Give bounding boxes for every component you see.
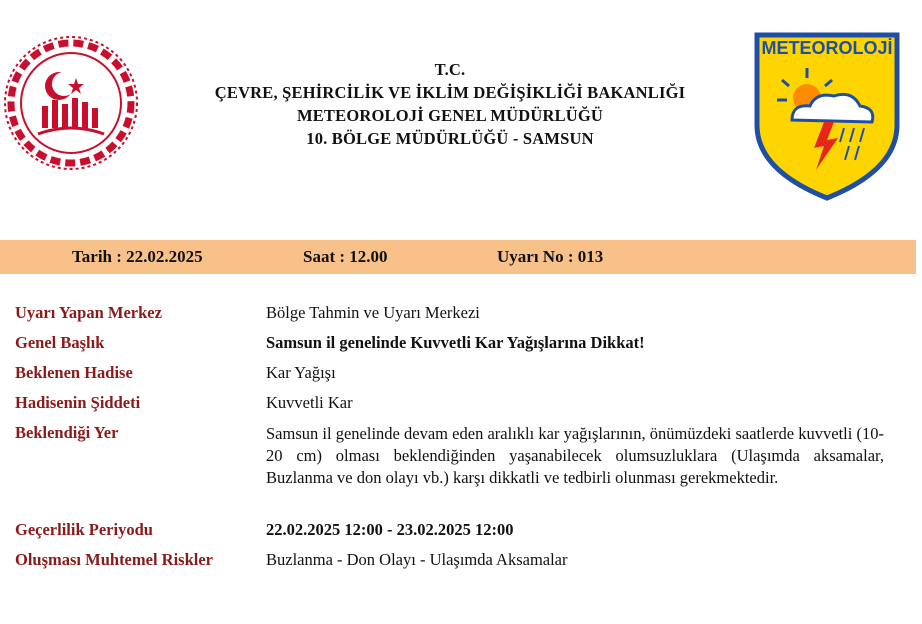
- header-line-directorate: METEOROLOJİ GENEL MÜDÜRLÜĞÜ: [296, 106, 604, 125]
- header-line-tc: T.C.: [434, 60, 466, 79]
- header-line-region: 10. BÖLGE MÜDÜRLÜĞÜ - SAMSUN: [306, 129, 594, 148]
- severity-value: Kuvvetli Kar: [266, 393, 353, 412]
- location-value: Samsun il genelinde devam eden aralıklı kar yağışlarının, önümüzdeki saatlerde kuvvetli (10-20 cm) olması beklendiğinden yaşanabilecek olumsuzluklara (Ulaşımda aksamalar, Buzlanma ve don olayı vb.) karşı dikkatli ve tedbirli olunması gerekmektedir.: [266, 424, 884, 487]
- info-bar: [0, 240, 916, 274]
- center-value: Bölge Tahmin ve Uyarı Merkezi: [266, 303, 480, 322]
- document-header: [150, 58, 750, 150]
- validity-label: Geçerlilik Periyodu: [15, 520, 153, 539]
- badge-title: METEOROLOJİ: [761, 38, 893, 58]
- validity-value: 22.02.2025 12:00 - 23.02.2025 12:00: [266, 520, 514, 539]
- location-label: Beklendiği Yer: [15, 423, 119, 442]
- event-label: Beklenen Hadise: [15, 363, 133, 382]
- warning-date: Tarih : 22.02.2025: [72, 247, 203, 266]
- title-value: Samsun il genelinde Kuvvetli Kar Yağışlarına Dikkat!: [266, 333, 645, 352]
- event-value: Kar Yağışı: [266, 363, 336, 382]
- risks-label: Oluşması Muhtemel Riskler: [15, 550, 213, 569]
- title-label: Genel Başlık: [15, 333, 105, 352]
- risks-value: Buzlanma - Don Olayı - Ulaşımda Aksamalar: [266, 550, 568, 569]
- ministry-emblem-icon: [2, 34, 140, 172]
- severity-label: Hadisenin Şiddeti: [15, 393, 141, 412]
- meteoroloji-badge-icon: [752, 30, 902, 202]
- warning-number: Uyarı No : 013: [497, 247, 604, 266]
- warning-time: Saat : 12.00: [303, 247, 388, 266]
- header-line-ministry: ÇEVRE, ŞEHİRCİLİK VE İKLİM DEĞİŞİKLİĞİ BAKANLIĞI: [214, 83, 686, 102]
- center-label: Uyarı Yapan Merkez: [15, 303, 162, 322]
